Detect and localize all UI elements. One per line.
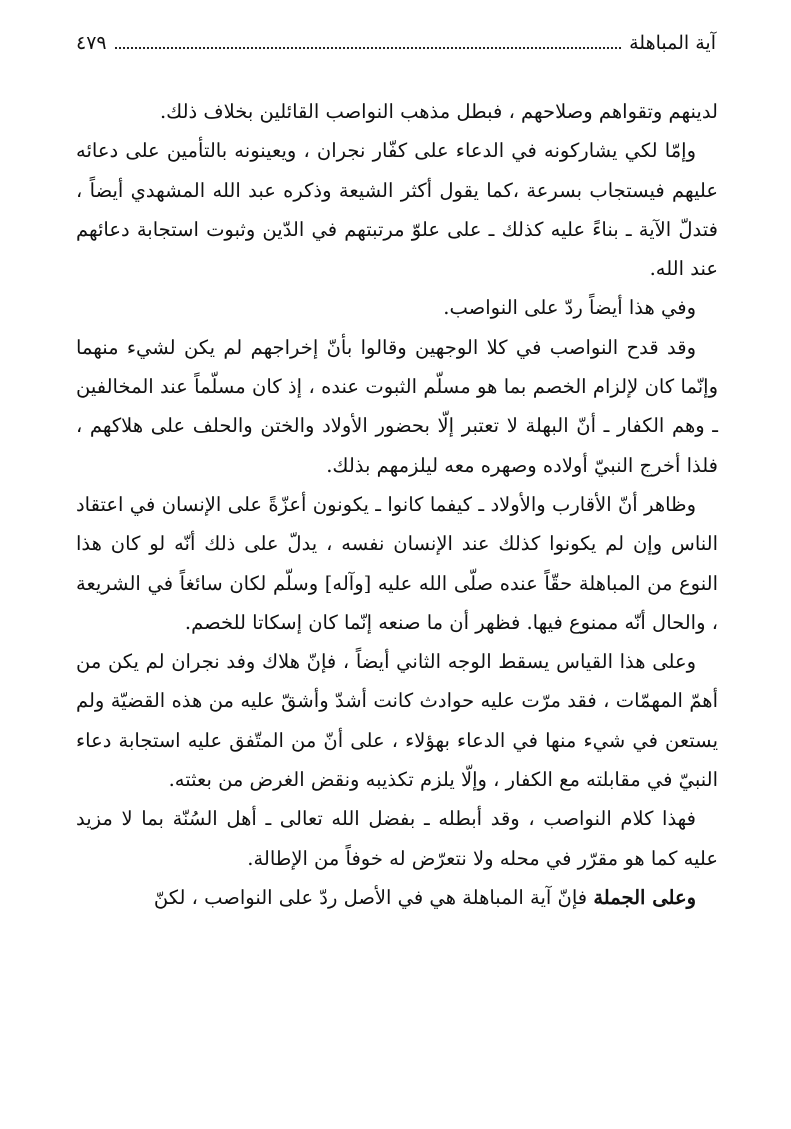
paragraph-6: وعلى هذا القياس يسقط الوجه الثاني أيضاً ، فإنّ هلاك وفد نجران لم يكن من أهمّ المهمّات ، فقد مرّت عليه حوادث كانت أشدّ وأشقّ عليه من هذه القضيّة ولم يستعن في شيء منها في الدعاء بهؤلاء ، على أنّ من المتّفق عليه استجابة دعاء النبيّ في مقابلته مع الكفار ، وإلّا يلزم تكذيبه ونقض الغرض من بعثته. [76, 650, 718, 792]
chapter-title: آية المباهلة [629, 32, 716, 54]
paragraph-3: وفي هذا أيضاً ردّ على النواصب. [443, 296, 696, 320]
paragraph-8-lead: وعلى الجملة [593, 885, 696, 909]
page-number: ٤٧٩ [76, 32, 107, 54]
paragraph-2: وإمّا لكي يشاركونه في الدعاء على كفّار نجران ، ويعينونه بالتأمين على دعائه عليهم فيستجاب بسرعة ،كما يقول أكثر الشيعة وذكره عبد الله المشهدي أيضاً ، فتدلّ الآية ـ بناءً عليه كذلك ـ على علوّ مرتبتهم في الدّين وثبوت استجابة دعائهم عند الله. [76, 139, 718, 281]
paragraph-4: وقد قدح النواصب في كلا الوجهين وقالوا بأنّ إخراجهم لم يكن لشيء منهما وإنّما كان لإلزام الخصم بما هو مسلّم الثبوت عنده ، إذ كان مسلّماً عند المخالفين ـ وهم الكفار ـ أنّ البهلة لا تعتبر إلّا بحضور الأولاد والختن والحلف على هلاكهم ، فلذا أخرج النبيّ أولاده وصهره معه ليلزمهم بذلك. [76, 335, 718, 477]
paragraph-1: لدينهم وتقواهم وصلاحهم ، فبطل مذهب النواصب القائلين بخلاف ذلك. [159, 100, 718, 123]
paragraph-5: وظاهر أنّ الأقارب والأولاد ـ كيفما كانوا ـ يكونون أعزّةً على الإنسان في اعتقاد الناس وإن لم يكونوا كذلك عند الإنسان نفسه ، يدلّ على ذلك أنّه لو كان هذا النوع من المباهلة حقّاً عنده صلّى الله عليه [وآله] وسلّم لكان سائغاً في الشريعة ، والحال أنّه ممنوع فيها. فظهر أن ما صنعه إنّما كان إسكاتا للخصم. [76, 492, 718, 634]
paragraph-8-text: فإنّ آية المباهلة هي في الأصل ردّ على النواصب ، لكنّ [153, 885, 594, 909]
paragraph-7: فهذا كلام النواصب ، وقد أبطله ـ بفضل الله تعالى ـ أهل السُنّة بما لا مزيد عليه كما هو مقرّر في محله ولا نتعرّض له خوفاً من الإطالة. [76, 807, 718, 870]
page-body [76, 92, 718, 917]
paragraph-8 [76, 878, 718, 917]
running-header [76, 32, 716, 54]
header-dot-leader [115, 46, 622, 49]
